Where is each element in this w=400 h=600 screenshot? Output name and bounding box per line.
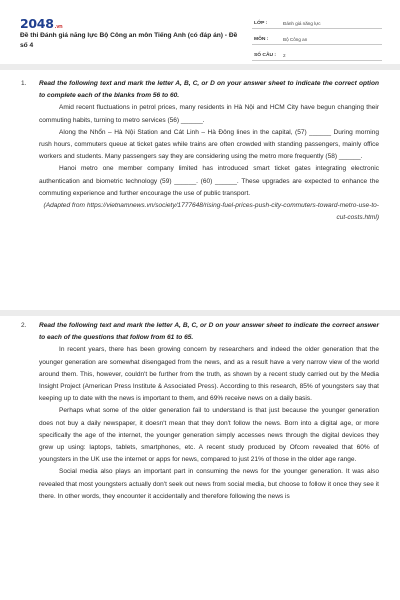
meta-value: Bộ Công an [283,37,308,42]
site-logo[interactable]: 2048.vn [20,16,63,31]
passage-paragraph: Amid recent fluctuations in petrol prices, many residents in Hà Nội and HCM City have begun changing their commuting habits, turning to metro services (56) ______. [39,104,379,124]
meta-label: SỐ CÂU : [254,53,277,58]
question-number: 1. [21,80,27,87]
passage-paragraph: Social media also plays an important part in consuming the news for the younger generation. It was also revealed that most youngsters actually don't seek out news from social media, but choose to follow it once they see it there. In other words, they encounter it accidentally and therefore following the news is [39,468,379,500]
exam-meta [252,16,382,64]
passage-paragraph: Hanoi metro one member company limited has introduced smart ticket gates integrating electronic authentication and biometric technology (59) ______. (60) ______. These upgrades are expected to enhance the commuting experience and further encourage the use of public transport. [39,165,379,197]
document-title: Đề thi Đánh giá năng lực Bộ Công an môn Tiếng Anh (có đáp án) - Đề số 4 [20,32,238,49]
meta-label: LỚP : [254,21,268,26]
question-instruction: Read the following text and mark the letter A, B, C, or D on your answer sheet to indicate the correct answer to each of the questions that follow from 61 to 65. [39,322,379,342]
passage-source: (Adapted from https://vietnamnews.vn/society/1777648/rising-fuel-prices-push-city-commuters-toward-metro-use-to-cut-costs.html) [43,202,379,222]
section-divider [0,310,400,316]
question-number: 2. [21,322,27,329]
passage-paragraph: Along the Nhổn – Hà Nội Station and Cát Linh – Hà Đông lines in the capital, (57) ______ During morning rush hours, commuters queue at ticket gates while trains are often crowded with standing passengers, mainly office workers and students. Many passengers say they are considering using the metro more frequently (58) ______. [39,128,379,161]
section-divider [0,64,400,70]
meta-row-question-count [252,48,382,61]
question-body [39,78,379,224]
meta-value: Đánh giá năng lực [283,21,321,26]
question-body [39,320,379,503]
meta-value: 2 [283,53,286,58]
meta-row-class [252,16,382,29]
meta-row-subject [252,32,382,45]
meta-label: MÔN : [254,37,269,42]
passage-paragraph: Perhaps what some of the older generation fail to understand is that just because the younger generation does not buy a daily newspaper, it doesn't mean that they don't follow the news. Born into a digital age, or more specifically the age of the internet, the younger generation simply accesses news through the digital devices they grew up using: laptops, tablets, smartphones, etc. A recent study produced by Ofcom revealed that 60% of youngsters in the UK use the internet or apps for news, compared to just 21% of those in the older age range. [39,407,379,464]
passage-paragraph: In recent years, there has been growing concern by researchers and indeed the older generation that the younger generation are somewhat disengaged from the news, and as a result have a very narrow view of the world around them. This, however, couldn't be further from the truth, as shown by a recent study carried out by the Media Insight Project (American Press Institute & Associated Press). According to this research, 85% of youngsters say that keeping up to date with the news is important to them, and 69% receive news on a daily basis. [39,346,379,403]
question-instruction: Read the following text and mark the letter A, B, C, or D on your answer sheet to indicate the correct option to complete each of the blanks from 56 to 60. [39,80,379,100]
page-header [0,0,400,62]
